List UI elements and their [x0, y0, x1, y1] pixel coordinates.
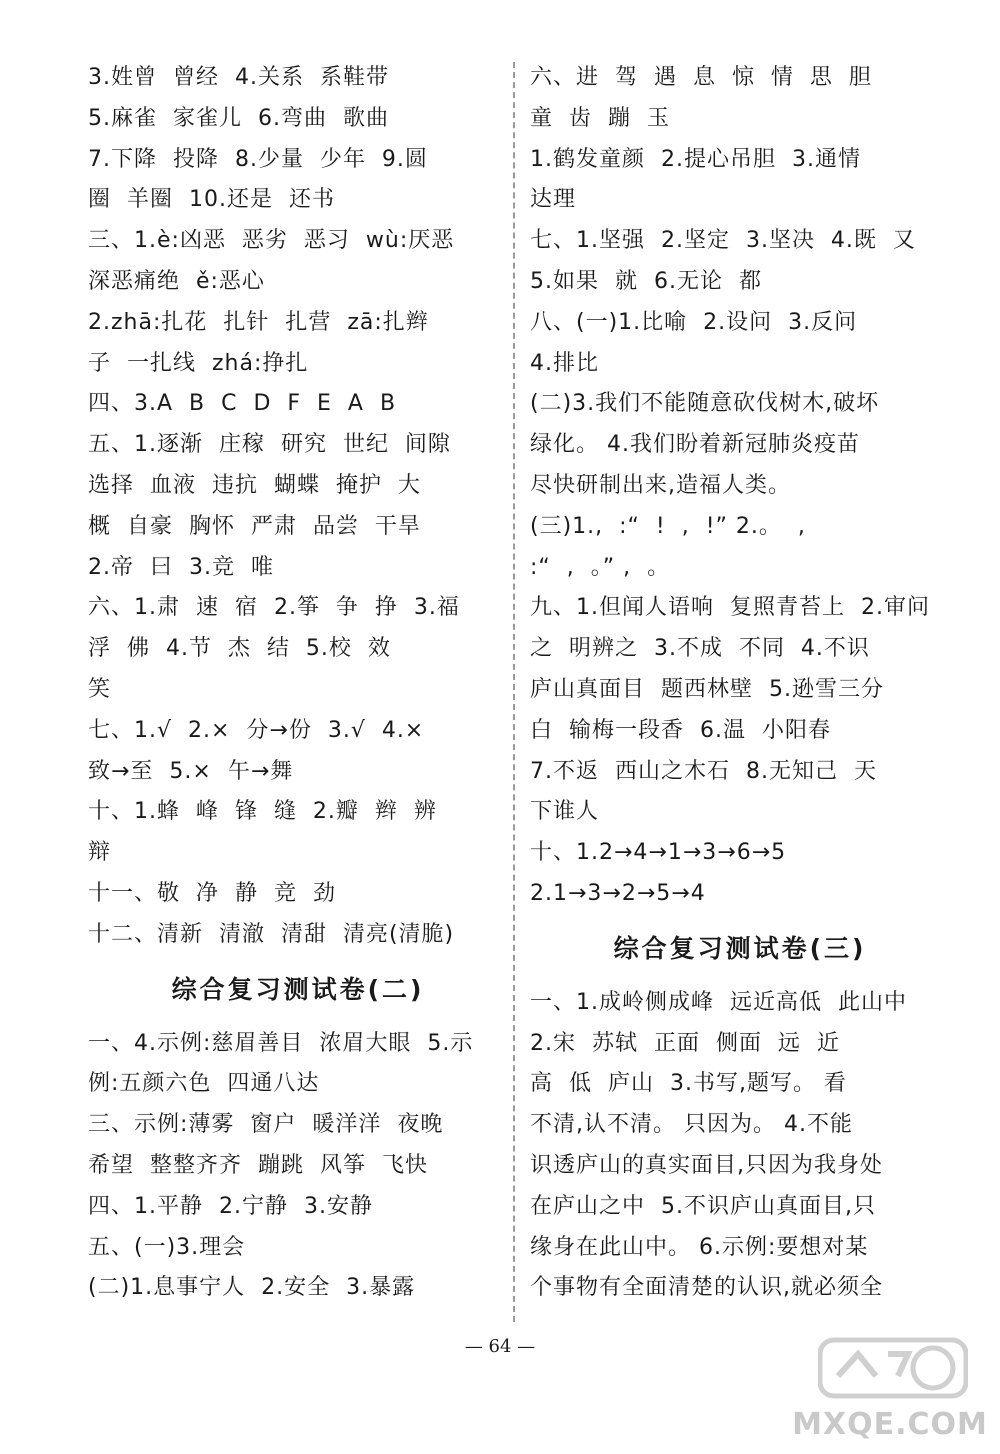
answer-line: 致→至 5.× 午→舞 [88, 758, 294, 784]
answer-line: 五、1.逐渐 庄稼 研究 世纪 间隙 [88, 432, 451, 458]
answer-line: 七、1.√ 2.× 分→份 3.√ 4.× [88, 717, 425, 743]
answer-line: 在庐山之中 5.不识庐山真面目,只 [530, 1193, 876, 1219]
answer-line: 1.鹤发童颜 2.提心吊胆 3.通情 [530, 146, 861, 172]
section-heading-test-2: 综合复习测试卷(二) [171, 974, 425, 1004]
answer-line: 例:五颜六色 四通八达 [88, 1071, 320, 1097]
answer-line: 十一、敬 净 静 竞 劲 [88, 880, 336, 906]
answer-line: 白 输梅一段香 6.温 小阳春 [530, 717, 831, 743]
answer-line: 不清,认不清。 只因为。 4.不能 [530, 1112, 853, 1138]
answer-line: 3.姓曾 曾经 4.关系 系鞋带 [88, 65, 389, 90]
answer-line: 绿化。 4.我们盼着新冠肺炎疫苗 [530, 432, 860, 458]
answer-line: 下谁人 [530, 799, 600, 825]
watermark-text: MXQE.COM [792, 1407, 988, 1442]
answer-line: (二)3.我们不能随意砍伐树木,破坏 [530, 391, 880, 417]
answer-line: 2.1→3→2→5→4 [530, 880, 706, 906]
watermark-logo [790, 1332, 990, 1442]
column-divider [513, 62, 515, 1322]
answer-line: 达理 [530, 187, 577, 213]
answer-line: 七、1.坚强 2.坚定 3.坚决 4.既 又 [530, 228, 916, 254]
left-answers-part-2 [88, 1024, 508, 1310]
answer-line: 童 齿 蹦 玉 [530, 105, 670, 131]
answer-line: 四、1.平静 2.宁静 3.安静 [88, 1193, 373, 1219]
answer-line: 圈 羊圈 10.还是 还书 [88, 187, 335, 213]
answer-line: 庐山真面目 题西林壁 5.逊雪三分 [530, 676, 884, 702]
answer-line: 识透庐山的真实面目,只因为我身处 [530, 1152, 883, 1178]
answer-line: (二)1.息事宁人 2.安全 3.暴露 [88, 1275, 416, 1301]
answer-line: 五、(一)3.理会 [88, 1234, 246, 1260]
right-answers-part-1 [530, 58, 950, 915]
answer-line: 十二、清新 清澈 清甜 清亮(清脆) [88, 921, 455, 947]
answer-line: 深恶痛绝 ě:恶心 [88, 268, 265, 294]
answer-line: 十、1.2→4→1→3→6→5 [530, 840, 787, 866]
watermark-emblem-icon [818, 1332, 968, 1402]
section-heading-test-3: 综合复习测试卷(三) [613, 933, 867, 963]
answer-line: 三、1.è:凶恶 恶劣 恶习 wù:厌恶 [88, 228, 455, 254]
answer-line: 一、1.成岭侧成峰 远近高低 此山中 [530, 989, 907, 1015]
answer-line: 浮 佛 4.节 杰 结 5.校 效 [88, 636, 391, 662]
answer-line: 子 一扎线 zhá:挣扎 [88, 350, 309, 376]
answer-line: 希望 整整齐齐 蹦跳 风筝 飞快 [88, 1152, 428, 1178]
page-number: — 64 — [464, 1336, 536, 1357]
answer-line: 笑 [88, 676, 112, 702]
answer-line: 5.如果 就 6.无论 都 [530, 268, 762, 294]
answer-line: 2.宋 苏轼 正面 侧面 远 近 [530, 1030, 840, 1056]
answer-line: 六、1.肃 速 宿 2.筝 争 挣 3.福 [88, 595, 460, 621]
answer-line: 5.麻雀 家雀儿 6.弯曲 歌曲 [88, 105, 389, 131]
answer-line: 一、4.示例:慈眉善目 浓眉大眼 5.示 [88, 1030, 474, 1056]
answer-line: 十、1.蜂 峰 锋 缝 2.瓣 辫 辨 [88, 799, 437, 825]
left-column [88, 58, 508, 1309]
answer-line: 2.zhā:扎花 扎针 扎营 zā:扎辫 [88, 309, 429, 335]
answer-line: 4.排比 [530, 350, 599, 376]
answer-line: 个事物有全面清楚的认识,就必须全 [530, 1275, 883, 1301]
answer-line: 八、(一)1.比喻 2.设问 3.反问 [530, 309, 858, 335]
answer-line: 高 低 庐山 3.书写,题写。 看 [530, 1071, 847, 1097]
answer-line: 四、3.A B C D F E A B [88, 391, 397, 417]
answer-line: 三、示例:薄雾 窗户 暖洋洋 夜晚 [88, 1112, 444, 1138]
left-answers-part-1 [88, 58, 508, 956]
right-answers-part-2 [530, 983, 950, 1309]
answer-line: 辩 [88, 840, 112, 866]
answer-line: 7.不返 西山之木石 8.无知己 天 [530, 758, 877, 784]
answer-line: 之 明辨之 3.不成 不同 4.不识 [530, 636, 870, 662]
answer-line: 2.帝 曰 3.竞 唯 [88, 554, 274, 580]
answer-line: (三)1., :“ ! , !” 2.。 , [530, 513, 806, 539]
answer-line: 缘身在此山中。 6.示例:要想对某 [530, 1234, 869, 1260]
answer-line: 选择 血液 违抗 蝴蝶 掩护 大 [88, 472, 421, 498]
answer-line: 六、进 驾 遇 息 惊 情 思 胆 [530, 65, 872, 90]
answer-line: 尽快研制出来,造福人类。 [530, 472, 791, 498]
answer-line: :“ , 。” , 。 [530, 554, 671, 580]
answer-line: 7.下降 投降 8.少量 少年 9.圆 [88, 146, 428, 172]
answer-line: 九、1.但闻人语响 复照青苔上 2.审问 [530, 595, 930, 621]
answer-line: 概 自豪 胸怀 严肃 品尝 干旱 [88, 513, 421, 539]
right-column [530, 58, 950, 1309]
